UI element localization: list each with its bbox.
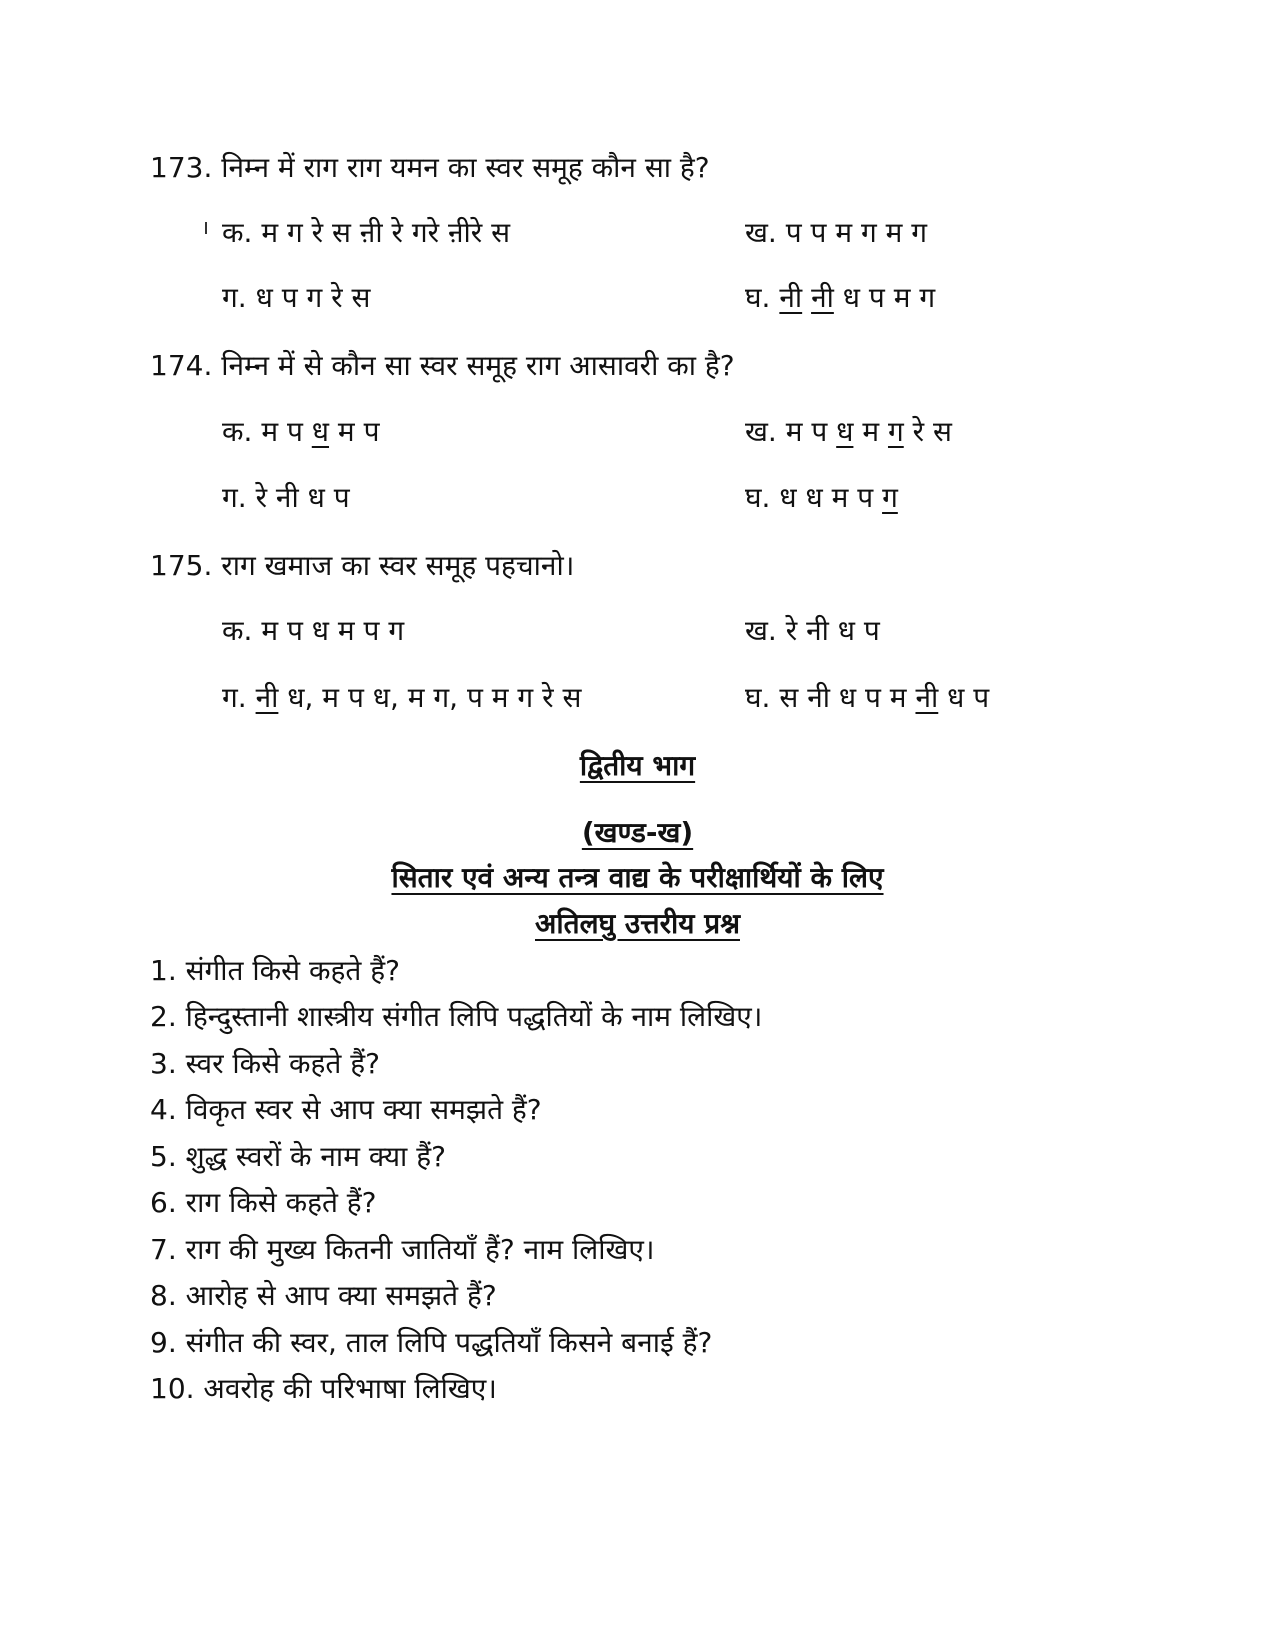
question-text: निम्न में राग राग यमन का स्वर समूह कौन सा है?: [221, 151, 710, 184]
short-question: 4. विकृत स्वर से आप क्या समझते हैं?: [150, 1093, 542, 1126]
short-question: 1. संगीत किसे कहते हैं?: [150, 954, 400, 987]
komal-swar: नी: [811, 281, 834, 314]
option-ga: [222, 480, 350, 516]
option-label: घ.: [745, 281, 771, 314]
option-ga: [222, 280, 370, 316]
option-ka: [222, 414, 379, 450]
option-text: म ग रे स ऩी रे गरे ऩीरे स: [261, 216, 511, 249]
komal-swar: नी: [255, 681, 279, 714]
section-subtitle: सितार एवं अन्य तन्त्र वाद्य के परीक्षार्थियों के लिए: [391, 861, 884, 894]
komal-swar: ग: [882, 481, 898, 514]
option-label: घ.: [745, 481, 771, 514]
short-question: 10. अवरोह की परिभाषा लिखिए।: [150, 1372, 497, 1405]
khand-heading: (खण्ड-ख): [581, 816, 694, 849]
option-text: प प म ग म ग: [785, 216, 928, 249]
short-question: 6. राग किसे कहते हैं?: [150, 1186, 377, 1219]
question-number: 174.: [150, 349, 213, 382]
option-ka: [222, 215, 510, 251]
option-text: ध प ग रे स: [255, 281, 371, 314]
question-175: [150, 548, 574, 584]
option-label: क.: [222, 216, 253, 249]
option-text: स नी ध प म: [779, 681, 907, 714]
option-text: रे स: [912, 415, 952, 448]
question-number: 175.: [150, 549, 213, 582]
option-text: म प: [785, 415, 828, 448]
option-text: म प ध म प ग: [261, 614, 405, 647]
option-text: ध, म प ध, म ग, प म ग रे स: [287, 681, 582, 714]
part-title: द्वितीय भाग: [579, 749, 696, 782]
question-173: [150, 150, 710, 186]
option-kha: [745, 613, 880, 649]
option-text: रे नी ध प: [255, 481, 350, 514]
komal-swar: ध: [311, 415, 330, 448]
option-label: ग.: [222, 681, 247, 714]
short-question: 7. राग की मुख्य कितनी जातियाँ हैं? नाम लिखिए।: [150, 1233, 655, 1266]
short-question: 5. शुद्ध स्वरों के नाम क्या हैं?: [150, 1140, 446, 1173]
short-question: 3. स्वर किसे कहते हैं?: [150, 1047, 380, 1080]
option-label: ख.: [745, 614, 777, 647]
komal-swar: ध: [836, 415, 854, 448]
option-text: ध ध म प: [779, 481, 874, 514]
short-question: 2. हिन्दुस्तानी शास्त्रीय संगीत लिपि पद्धतियों के नाम लिखिए।: [150, 1000, 763, 1033]
option-gha: [745, 480, 898, 516]
option-gha: [745, 280, 935, 316]
short-question: 9. संगीत की स्वर, ताल लिपि पद्धतियाँ किसने बनाई हैं?: [150, 1326, 713, 1359]
question-text: राग खमाज का स्वर समूह पहचानो।: [221, 549, 575, 582]
short-question: 8. आरोह से आप क्या समझते हैं?: [150, 1279, 497, 1312]
question-number: 173.: [150, 151, 213, 184]
option-text: ध प म ग: [842, 281, 936, 314]
komal-swar: ग: [887, 415, 904, 448]
question-text: निम्न में से कौन सा स्वर समूह राग आसावरी का है?: [221, 349, 735, 382]
option-label: क.: [222, 415, 253, 448]
option-text: म प: [261, 415, 303, 448]
option-kha: [745, 414, 952, 450]
option-label: क.: [222, 614, 253, 647]
option-ka: [222, 613, 404, 649]
option-text: ध प: [947, 681, 990, 714]
option-text: म: [862, 415, 880, 448]
option-text: रे नी ध प: [785, 614, 880, 647]
option-label: ख.: [745, 216, 777, 249]
option-label: ख.: [745, 415, 777, 448]
option-label: ग.: [222, 281, 247, 314]
komal-swar: नी: [915, 681, 939, 714]
option-label: ग.: [222, 481, 247, 514]
option-kha: [745, 215, 927, 251]
question-174: [150, 348, 735, 384]
option-label: घ.: [745, 681, 771, 714]
question-category: अतिलघु उत्तरीय प्रश्न: [535, 907, 740, 940]
option-text: म प: [337, 415, 380, 448]
stray-mark: [205, 222, 207, 234]
komal-swar: नी: [779, 281, 803, 314]
option-gha: [745, 680, 989, 716]
option-ga: [222, 680, 581, 716]
